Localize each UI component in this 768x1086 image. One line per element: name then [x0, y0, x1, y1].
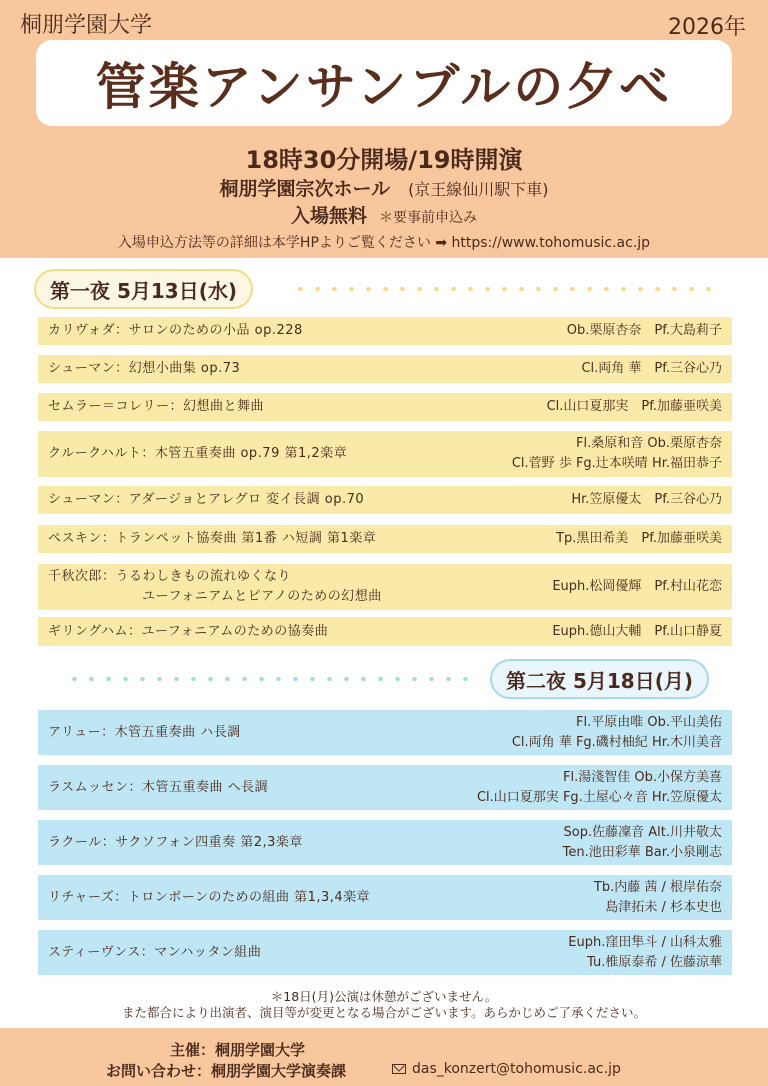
program-row — [38, 820, 732, 865]
organizer: 主催：桐朋学園大学 — [170, 1041, 306, 1059]
note-line: ＊18日(月)公演は休憩がございません。 — [270, 989, 498, 1004]
admission-note: ＊要事前申込み — [379, 210, 477, 226]
program-performers — [563, 823, 722, 863]
program-title: カリヴォダ：サロンのための小品 op.228 — [48, 323, 303, 338]
performer-line: Cl.山口夏那実 Fg.土屋心々音 Hr.笠原優太 — [476, 789, 722, 805]
admission: 入場無料 — [290, 205, 367, 227]
footer — [0, 1028, 768, 1086]
performer-line: Sop.佐藤凜音 Alt.川井敬太 — [563, 824, 722, 840]
performer-line: Fl.桑原和音 Ob.栗原杏奈 — [576, 436, 722, 451]
venue-name: 桐朋学園宗次ホール — [219, 178, 391, 200]
performer-line: 島津拓未 / 杉本史也 — [605, 899, 722, 915]
program-row — [38, 875, 732, 920]
title-box — [36, 40, 732, 126]
performer-line: Ten.池田彩華 Bar.小泉剛志 — [562, 844, 722, 860]
program-performers — [477, 768, 722, 808]
program-performers — [594, 878, 722, 918]
university-name: 桐朋学園大学 — [20, 13, 153, 38]
program-performers: Hr.笠原優太 Pf.三谷心乃 — [571, 492, 722, 507]
performer-line: Cl.菅野 歩 Fg.辻本咲晴 Hr.福田恭子 — [511, 456, 722, 471]
night1-divider — [292, 287, 712, 291]
program-row — [38, 393, 732, 421]
program-row — [38, 317, 732, 345]
performer-line: Fl.平原由唯 Ob.平山美佑 — [576, 714, 722, 730]
venue-access: (京王線仙川駅下車) — [408, 180, 549, 199]
program-subtitle: ユーフォニアムとピアノのための幻想曲 — [142, 589, 382, 604]
program-row — [38, 710, 732, 755]
program-performers — [512, 713, 722, 753]
program-row — [38, 930, 732, 975]
performer-line: Cl.両角 華 Fg.磯村柚紀 Hr.木川美音 — [511, 734, 722, 750]
program-row — [38, 486, 732, 514]
email-link[interactable] — [392, 1061, 621, 1077]
night2-divider — [66, 677, 476, 681]
info-link[interactable]: 入場申込方法等の詳細は本学HPよりご覧ください ➡ https://www.tohomusic.ac.jp — [117, 235, 651, 251]
email-address[interactable]: das_konzert@tohomusic.ac.jp — [412, 1061, 621, 1077]
header-banner — [0, 0, 768, 258]
program-title: リチャーズ：トロンボーンのための組曲 第1,3,4楽章 — [48, 889, 371, 905]
program-title: シューマン：アダージョとアレグロ 変イ長調 op.70 — [48, 492, 365, 507]
venue-line — [0, 174, 768, 201]
night1-label: 第一夜 5月13日(水) — [34, 269, 253, 309]
program-performers — [512, 434, 722, 474]
note-line: また都合により出演者、演目等が変更となる場合がございます。あらかじめご了承ください。 — [121, 1005, 646, 1020]
program-performers — [568, 933, 722, 973]
program-title: ラスムッセン：木管五重奏曲 ヘ長調 — [48, 779, 269, 795]
program-performers: Ob.栗原杏奈 Pf.大島莉子 — [566, 323, 722, 338]
program-row — [38, 765, 732, 810]
mail-icon — [392, 1064, 406, 1074]
program-title: ギリングハム：ユーフォニアムのための協奏曲 — [48, 623, 329, 639]
performer-line: Tb.内藤 茜 / 根岸佑奈 — [593, 879, 722, 895]
program-title: シューマン：幻想小曲集 op.73 — [48, 361, 241, 376]
program-title-line: 千秋次郎：うるわしきもの流れゆくなり — [48, 569, 292, 584]
notes — [0, 989, 768, 1021]
program-performers: Cl.両角 華 Pf.三谷心乃 — [581, 361, 722, 376]
program-title: アリュー：木管五重奏曲 ハ長調 — [48, 724, 241, 740]
program-performers: Euph.德山大輔 Pf.山口静夏 — [552, 623, 722, 639]
year: 2026年 — [668, 15, 746, 40]
concert-time: 18時30分開場/19時開演 — [245, 146, 523, 174]
program-row — [38, 431, 732, 477]
contact: お問い合わせ：桐朋学園大学演奏課 — [106, 1062, 347, 1080]
program-title: セムラー＝コレリー：幻想曲と舞曲 — [48, 399, 265, 414]
program-row — [38, 564, 732, 610]
program-row — [38, 617, 732, 646]
program-row — [38, 355, 732, 383]
program-performers: Euph.松岡優輝 Pf.村山花恋 — [552, 579, 722, 594]
performer-line: Euph.窪田隼斗 / 山科太雅 — [568, 934, 722, 950]
program-row — [38, 525, 732, 553]
performer-line: Fl.湯淺智佳 Ob.小保方美喜 — [563, 769, 722, 785]
program-title: ペスキン：トランペット協奏曲 第1番 ハ短調 第1楽章 — [48, 531, 377, 546]
program-title: ラクール：サクソフォン四重奏 第2,3楽章 — [48, 834, 303, 850]
night2-label: 第二夜 5月18日(月) — [490, 659, 709, 699]
program-title: スティーヴンス：マンハッタン組曲 — [48, 944, 262, 960]
program-performers: Tp.黒田希美 Pf.加藤亜咲美 — [556, 531, 722, 546]
program-performers: Cl.山口夏那実 Pf.加藤亜咲美 — [546, 399, 722, 414]
program-title — [48, 567, 382, 607]
page-title: 管楽アンサンブルの夕べ — [95, 58, 673, 116]
performer-line: Tu.椎原泰希 / 佐藤涼華 — [587, 954, 722, 970]
admission-line — [0, 201, 768, 228]
program-title: クルークハルト：木管五重奏曲 op.79 第1,2楽章 — [48, 446, 348, 461]
